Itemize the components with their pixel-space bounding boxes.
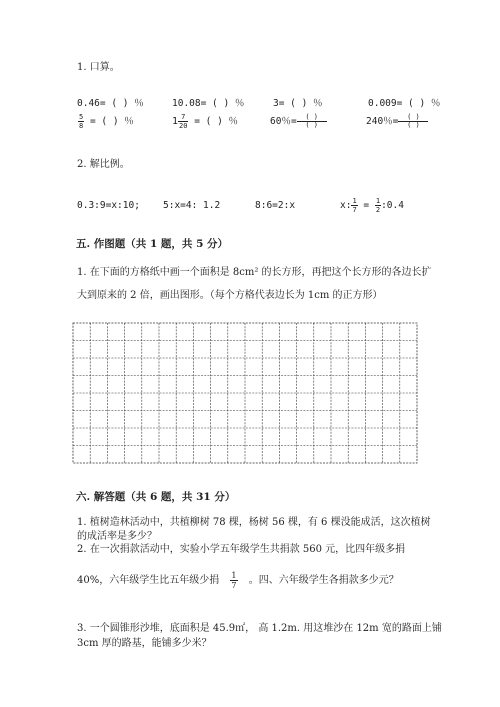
proportion-4-lead: x: [340,200,352,211]
calc-item-6 [172,113,238,130]
fraction-numerator: 1 [375,197,381,205]
fraction-denominator: 7 [352,206,357,214]
drawing-question-line-2: 大到原来的 2 倍，画出图形。（每个方格代表边长为 1cm 的正方形） [77,290,383,301]
blank-denominator: ( ) [305,121,318,129]
calc-item-5-tail: = ( ) ％ [89,116,134,127]
proportion-item-1: 0.3:9=x:10; [77,200,140,211]
proportion-4-mid: = [357,200,375,211]
section-1-title: 1. 口算。 [77,62,120,73]
calc-item-8 [366,113,428,129]
question-2-line-2 [77,571,399,590]
fraction-numerator: 1 [352,197,357,205]
fraction-denominator: 2 [375,206,381,214]
question-3-line-1: 3. 一个圆锥形沙堆，底面积是 45.9㎡， 高 1.2m. 用这堆沙在 12m 宽的路面上铺 [77,623,442,634]
section-5-title: 五. 作图题（共 1 题，共 5 分） [76,238,229,250]
calc-item-5 [78,113,134,130]
mixed-whole: 1 [172,116,179,127]
fraction [178,113,188,130]
proportion-item-3: 8:6=2:x [255,200,296,211]
question-3-line-2: 3cm 厚的路基，能铺多少米？ [77,638,212,649]
fraction-numerator: 7 [178,113,188,122]
blank-denominator: ( ) [407,121,420,129]
fraction-numerator: 1 [231,571,237,580]
calc-item-7-lead: 60％= [270,116,297,127]
blank-numerator: ( ) [297,114,327,122]
question-1-line-1: 1. 植树造林活动中，共植柳树 78 棵，杨树 56 棵，有 6 棵没能成活，这次植树 [77,517,431,528]
proportion-item-4 [340,197,404,214]
square-grid-paper[interactable] [72,322,418,464]
drawing-question-line-1: 1. 在下面的方格纸中画一个面积是 8cm² 的长方形，再把这个长方形的各边长扩 [77,267,432,278]
blank-fraction [398,114,428,129]
calc-item-7 [270,113,327,129]
calc-item-2: 10.08= ( ) ％ [172,98,245,109]
proportion-4-tail: :0.4 [381,200,404,211]
calc-item-4: 0.009= ( ) ％ [368,98,441,109]
section-2-title: 2. 解比例。 [77,159,130,170]
fraction [78,113,84,130]
question-2-line-2-a: 40%，六年级学生比五年级少捐 [77,575,220,586]
fraction-denominator: 20 [179,122,188,130]
fraction-denominator: 7 [231,581,237,590]
fraction [230,571,237,590]
question-2-line-1: 2. 在一次捐款活动中，实验小学五年级学生共捐款 560 元，比四年级多捐 [77,544,406,555]
fraction-numerator: 5 [79,113,84,121]
fraction-denominator: 8 [79,122,84,130]
calc-item-1: 0.46= ( ) ％ [77,98,144,109]
proportion-item-2: 5:x=4: 1.2 [163,200,221,211]
question-1-line-2: 的成活率是多少？ [77,531,157,542]
calc-item-6-tail: = ( ) ％ [194,116,239,127]
section-6-title: 六. 解答题（共 6 题，共 31 分） [76,491,236,503]
calc-item-8-lead: 240％= [366,116,399,127]
question-2-line-2-b: 。四、六年级学生各捐款多少元？ [248,575,399,586]
blank-numerator: ( ) [398,114,428,122]
calc-item-3: 3= ( ) ％ [273,98,323,109]
blank-fraction [297,114,327,129]
